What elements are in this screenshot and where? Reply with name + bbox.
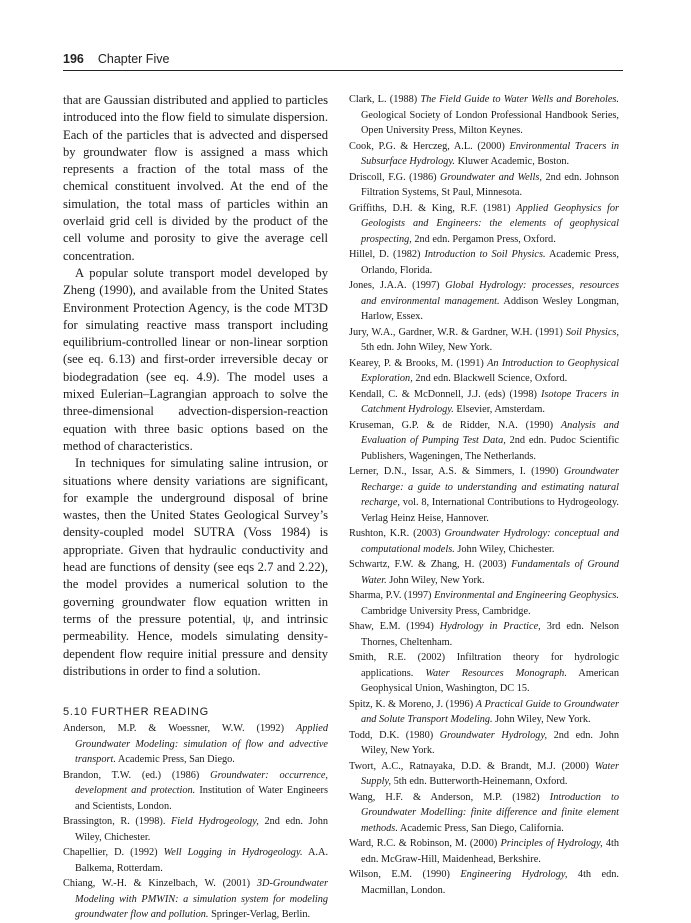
reference-title: Hydrology in Practice, — [439, 621, 541, 632]
reference-entry — [349, 619, 619, 650]
reference-authors: Shaw, E.M. (1994) — [349, 621, 440, 632]
reference-title: Introduction to Groundwater Modelling: finite difference and finite element methods. — [361, 791, 619, 834]
reference-publisher: John Wiley, New York. — [386, 574, 485, 586]
reference-title: A Practical Guide to Groundwater and Solute Transport Modeling. — [361, 698, 619, 725]
reference-publisher: Academic Press, San Diego, California. — [397, 822, 564, 834]
reference-publisher: Geological Society of London Professional Handbook Series, Open University Press, Milton Keynes. — [361, 109, 619, 136]
reference-list-right — [349, 92, 619, 898]
reference-title: Isotope Tracers in Catchment Hydrology. — [361, 388, 619, 415]
reference-title: Principles of Hydrology, — [500, 838, 603, 849]
reference-publisher: A.A. Balkema, Rotterdam. — [75, 847, 329, 874]
reference-publisher: 2nd edn. John Wiley, New York. — [361, 729, 619, 756]
reference-authors: Chiang, W.-H. & Kinzelbach, W. (2001) — [63, 878, 257, 890]
reference-publisher: 3rd edn. Nelson Thornes, Cheltenham. — [361, 621, 619, 648]
reference-entry — [349, 759, 619, 790]
reference-authors: Brassington, R. (1998). — [63, 816, 172, 828]
reference-title: The Field Guide to Water Wells and Boreholes. — [420, 94, 619, 105]
reference-entry — [349, 867, 619, 898]
reference-entry — [349, 139, 619, 170]
reference-authors: Smith, R.E. (2002) Infiltration theory for hydrologic applications. — [349, 652, 619, 679]
reference-title: Field Hydrogeology, — [171, 816, 259, 828]
reference-entry — [63, 814, 328, 845]
reference-title: Groundwater: occurrence, development and protection. — [75, 769, 328, 797]
reference-authors: Hillel, D. (1982) — [349, 249, 425, 260]
reference-authors: Brandon, T.W. (ed.) (1986) — [63, 769, 211, 781]
reference-authors: Spitz, K. & Moreno, J. (1996) — [349, 698, 476, 710]
reference-publisher: John Wiley, Chichester. — [454, 543, 555, 555]
reference-entry — [63, 845, 328, 876]
reference-publisher: Academic Press, Orlando, Florida. — [361, 249, 619, 276]
reference-publisher: 4th edn. Macmillan, London. — [361, 869, 619, 896]
reference-entry — [63, 721, 328, 768]
reference-title: Groundwater Recharge: a guide to understanding and estimating natural recharge, — [361, 466, 619, 508]
reference-title: Introduction to Soil Physics. — [424, 249, 546, 260]
reference-publisher: 5th edn. John Wiley, New York. — [361, 342, 493, 353]
reference-authors: Griffiths, D.H. & King, R.F. (1981) — [349, 202, 517, 214]
reference-title: Environmental and Engineering Geophysics. — [434, 590, 619, 601]
reference-entry — [349, 201, 619, 248]
reference-title: Applied Groundwater Modeling: simulation of flow and advective transport. — [75, 723, 328, 766]
reference-entry — [349, 697, 619, 728]
reference-publisher: 2nd edn. Johnson Filtration Systems, St Paul, Minnesota. — [361, 171, 619, 198]
right-column — [349, 92, 619, 898]
reference-entry — [349, 325, 619, 356]
reference-entry — [349, 387, 619, 418]
reference-authors: Wilson, E.M. (1990) — [349, 869, 461, 880]
reference-publisher: Academic Press, San Diego. — [115, 754, 235, 766]
reference-authors: Kendall, C. & McDonnell, J.J. (eds) (1998) — [349, 388, 541, 400]
reference-publisher: 4th edn. McGraw-Hill, Maidenhead, Berkshire. — [361, 838, 619, 865]
reference-authors: Jones, J.A.A. (1997) — [349, 280, 446, 291]
reference-entry — [349, 356, 619, 387]
reference-title: An Introduction to Geophysical Exploration, — [361, 357, 619, 384]
reference-publisher: 2nd edn. John Wiley, Chichester. — [75, 816, 328, 843]
reference-publisher: Elsevier, Amsterdam. — [453, 404, 545, 415]
reference-authors: Sharma, P.V. (1997) — [349, 590, 435, 601]
reference-entry — [349, 836, 619, 867]
reference-authors: Wang, H.F. & Anderson, M.P. (1982) — [349, 791, 550, 803]
reference-authors: Cook, P.G. & Herczeg, A.L. (2000) — [349, 140, 510, 152]
reference-authors: Twort, A.C., Ratnayaka, D.D. & Brandt, M.J. (2000) — [349, 760, 595, 772]
reference-entry — [63, 768, 328, 815]
reference-authors: Clark, L. (1988) — [349, 94, 421, 105]
left-column — [63, 92, 328, 923]
reference-authors: Kruseman, G.P. & de Ridder, N.A. (1990) — [349, 419, 561, 431]
reference-authors: Todd, D.K. (1980) — [349, 729, 440, 741]
reference-publisher: 2nd edn. Pudoc Scientific Publishers, Wageningen, The Netherlands. — [361, 435, 620, 462]
reference-publisher: 2nd edn. Pergamon Press, Oxford. — [411, 233, 556, 245]
reference-authors: Jury, W.A., Gardner, W.R. & Gardner, W.H. (1991) — [349, 326, 566, 338]
reference-title: Environmental Tracers in Subsurface Hydrology. — [361, 140, 619, 167]
reference-entry — [349, 650, 619, 697]
body-paragraph: that are Gaussian distributed and applied to particles introduced into the flow field to simulate dispersion. Each of the particles that is advected and dispersed by groundwater flow is assigned a mass which represents a fraction of the total mass of the chemical constituent involved. At the end of the simulation, the total mass of particles within an overlaid grid cell is divided by the product of the cell volume and porosity to give the average cell concentration. — [63, 93, 328, 263]
reference-title: Well Logging in Hydrogeology. — [163, 847, 303, 859]
reference-publisher: John Wiley, New York. — [492, 714, 591, 725]
running-head — [63, 52, 623, 66]
page-number: 196 — [63, 52, 84, 66]
reference-publisher: American Geophysical Union, Washington, DC 15. — [361, 667, 619, 694]
reference-title: Engineering Hydrology, — [460, 869, 568, 880]
reference-authors: Chapellier, D. (1992) — [63, 847, 164, 859]
reference-entry — [349, 170, 619, 201]
reference-entry — [349, 92, 619, 139]
reference-entry — [349, 588, 619, 619]
header-rule — [63, 70, 623, 71]
reference-entry — [349, 418, 619, 465]
reference-title: 3D-Groundwater Modeling with PMWIN: a simulation system for modeling groundwater flow and pollution. — [75, 878, 328, 921]
body-paragraph: A popular solute transport model developed by Zheng (1990), and available from the United States Environment Protection Agency, is the code MT3D for simulating reactive mass transport including equilibrium-controlled linear or non-linear sorption (see eq. 6.13) and first-order irreversible decay or biodegradation (see eq. 4.9). The model uses a mixed Eulerian–Lagrangian approach to solve the three-dimensional advection-dispersion-reaction equation with three basic options based on the method of characteristics. — [63, 265, 328, 453]
chapter-title: Chapter Five — [97, 52, 170, 66]
reference-publisher: Springer-Verlag, Berlin. — [208, 909, 311, 921]
reference-authors: Rushton, K.R. (2003) — [349, 528, 445, 539]
reference-publisher: 5th edn. Butterworth-Heinemann, Oxford. — [391, 776, 568, 787]
reference-publisher: Addison Wesley Longman, Harlow, Essex. — [361, 295, 619, 322]
reference-list-left — [63, 721, 328, 923]
reference-entry — [63, 876, 328, 923]
reference-publisher: vol. 8, International Contributions to Hydrogeology. Verlag Heinz Heise, Hannover. — [361, 497, 619, 524]
reference-publisher: 2nd edn. Blackwell Science, Oxford. — [412, 373, 568, 384]
reference-title: Groundwater and Wells, — [440, 171, 542, 183]
reference-title: Soil Physics, — [565, 326, 619, 338]
reference-authors: Schwartz, F.W. & Zhang, H. (2003) — [349, 559, 512, 570]
reference-authors: Anderson, M.P. & Woessner, W.W. (1992) — [63, 723, 296, 735]
reference-authors: Ward, R.C. & Robinson, M. (2000) — [349, 838, 501, 849]
reference-entry — [349, 790, 619, 837]
reference-entry — [349, 247, 619, 278]
reference-title: Groundwater Hydrology: conceptual and computational models. — [361, 528, 619, 555]
reference-entry — [349, 464, 619, 526]
reference-title: Global Hydrology: processes, resources and environmental management. — [361, 280, 619, 307]
reference-entry — [349, 526, 619, 557]
reference-publisher: Institution of Water Engineers and Scientists, London. — [75, 785, 328, 812]
reference-title: Analysis and Evaluation of Pumping Test Data, — [361, 419, 619, 446]
reference-title: Applied Geophysics for Geologists and Engineers: the elements of geophysical prospecting, — [361, 202, 619, 245]
reference-title: Water Supply, — [361, 760, 619, 787]
reference-publisher: Cambridge University Press, Cambridge. — [361, 605, 531, 617]
reference-authors: Driscoll, F.G. (1986) — [349, 171, 441, 183]
reference-title: Groundwater Hydrology, — [439, 729, 548, 741]
reference-entry — [349, 278, 619, 325]
section-heading: 5.10 FURTHER READING — [63, 706, 209, 719]
reference-title: Fundamentals of Ground Water. — [361, 559, 619, 586]
reference-authors: Lerner, D.N., Issar, A.S. & Simmers, I. (1990) — [349, 466, 564, 477]
reference-entry — [349, 557, 619, 588]
body-paragraph: In techniques for simulating saline intrusion, or situations where density variations are significant, for example the underground disposal of brine wastes, then the United States Geological Survey’s density-coupled model SUTRA (Voss 1984) is appropriate. Given that hydraulic conductivity and head are functions of density (see eqs 2.7 and 2.22), the model provides a numerical solution to the governing groundwater flow equation written in terms of the pressure potential, ψ, and intrinsic permeability. Hence, models simulating density-dependent flow require initial pressure and density distributions in order to find a solution. — [63, 456, 328, 678]
reference-entry — [349, 728, 619, 759]
reference-title: Water Resources Monograph. — [425, 667, 567, 679]
reference-authors: Kearey, P. & Brooks, M. (1991) — [349, 357, 488, 369]
reference-publisher: Kluwer Academic, Boston. — [455, 156, 570, 167]
